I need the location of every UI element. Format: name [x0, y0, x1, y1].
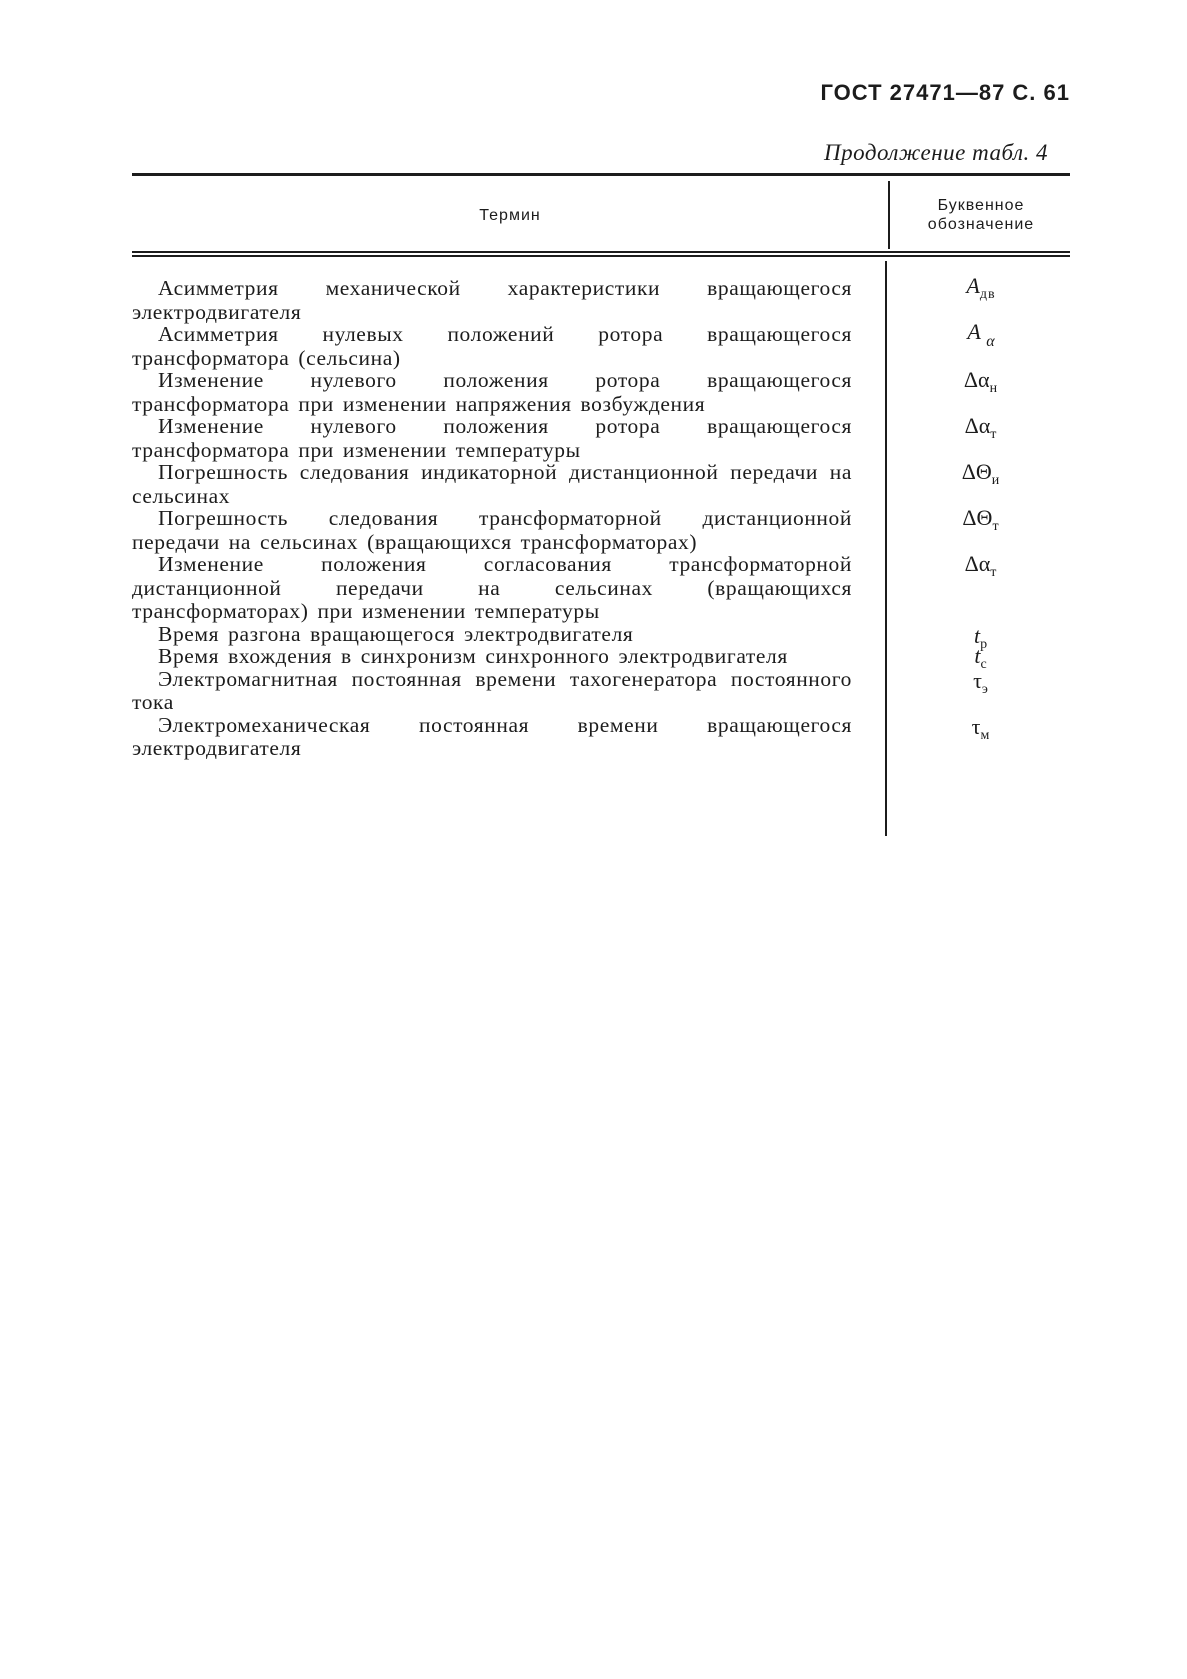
table-row — [132, 507, 1070, 554]
symbol-main: t — [973, 622, 981, 648]
table-top-rule — [132, 173, 1070, 176]
term-text: Изменение нулевого положения ротора вращающегося трансформатора при изменении напряжения возбуждения — [132, 368, 852, 416]
symbol-subscript: р — [980, 636, 989, 652]
symbol-main: ΔΘ — [961, 459, 992, 484]
symbol-cell — [892, 271, 1070, 310]
symbol-subscript: и — [991, 473, 1001, 488]
term-text: Погрешность следования трансформаторной дистанционной передачи на сельсинах (вращающихся трансформаторах) — [132, 506, 852, 554]
symbol-subscript: с — [980, 657, 988, 672]
page-header: ГОСТ 27471—87 С. 61 — [820, 80, 1070, 105]
term-text: Изменение нулевого положения ротора вращающегося трансформатора при изменении температуры — [132, 414, 852, 462]
symbol-main: Δα — [964, 551, 991, 576]
symbol-main: A — [967, 319, 981, 344]
symbol-cell — [892, 503, 1070, 542]
table-row — [132, 415, 1070, 462]
symbol-main: τ — [971, 713, 981, 739]
symbol-main: τ — [973, 667, 982, 693]
symbol-subscript: т — [990, 565, 998, 580]
symbol-main: Δα — [964, 413, 991, 438]
symbol-subscript: дв — [979, 287, 996, 302]
symbol-cell — [892, 365, 1070, 404]
symbol-subscript: т — [992, 519, 1000, 534]
symbol-cell — [892, 666, 1070, 705]
symbol-main: t — [974, 643, 981, 668]
table-continuation-label: Продолжение табл. 4 — [824, 140, 1048, 165]
term-text: Погрешность следования индикаторной дистанционной передачи на сельсинах — [132, 460, 852, 508]
header-double-rule — [132, 251, 1070, 257]
column-header-term: Термин — [479, 206, 541, 224]
terms-table — [132, 173, 1070, 838]
term-text: Электромеханическая постоянная времени вращающегося электродвигателя — [132, 712, 852, 760]
header-column-divider — [888, 181, 890, 249]
table-row — [132, 668, 1070, 715]
symbol-cell — [892, 712, 1070, 751]
symbol-cell — [892, 457, 1070, 496]
symbol-subscript: э — [981, 681, 989, 697]
symbol-subscript: т — [990, 427, 998, 442]
table-row — [132, 553, 1070, 624]
symbol-cell — [892, 317, 1070, 357]
term-text: Асимметрия нулевых положений ротора вращающегося трансформатора (сельсина) — [132, 322, 852, 370]
symbol-cell — [892, 411, 1070, 450]
table-row — [132, 319, 1070, 370]
symbol-subscript: α — [986, 333, 995, 350]
term-text: Время вхождения в синхронизм синхронного электродвигателя — [158, 644, 788, 668]
table-row — [132, 714, 1070, 761]
table-row — [132, 369, 1070, 416]
symbol-cell — [892, 549, 1070, 588]
symbol-main: Δα — [963, 367, 990, 392]
term-text: Электромагнитная постоянная времени тахогенератора постоянного тока — [132, 666, 852, 714]
symbol-subscript: н — [989, 381, 999, 396]
term-text: Изменение положения согласования трансформаторной дистанционной передачи на сельсинах (вращающихся трансформаторах) при изменении температуры — [132, 552, 852, 623]
symbol-main: ΔΘ — [962, 505, 993, 530]
symbol-subscript: м — [980, 727, 991, 743]
symbol-main: A — [966, 273, 980, 298]
table-body — [132, 273, 1070, 761]
term-text: Время разгона вращающегося электродвигателя — [158, 621, 634, 646]
term-text: Асимметрия механической характеристики вращающегося электродвигателя — [132, 276, 852, 324]
table-row — [132, 461, 1070, 508]
column-header-symbol: Буквенное обозначение — [927, 197, 1035, 233]
